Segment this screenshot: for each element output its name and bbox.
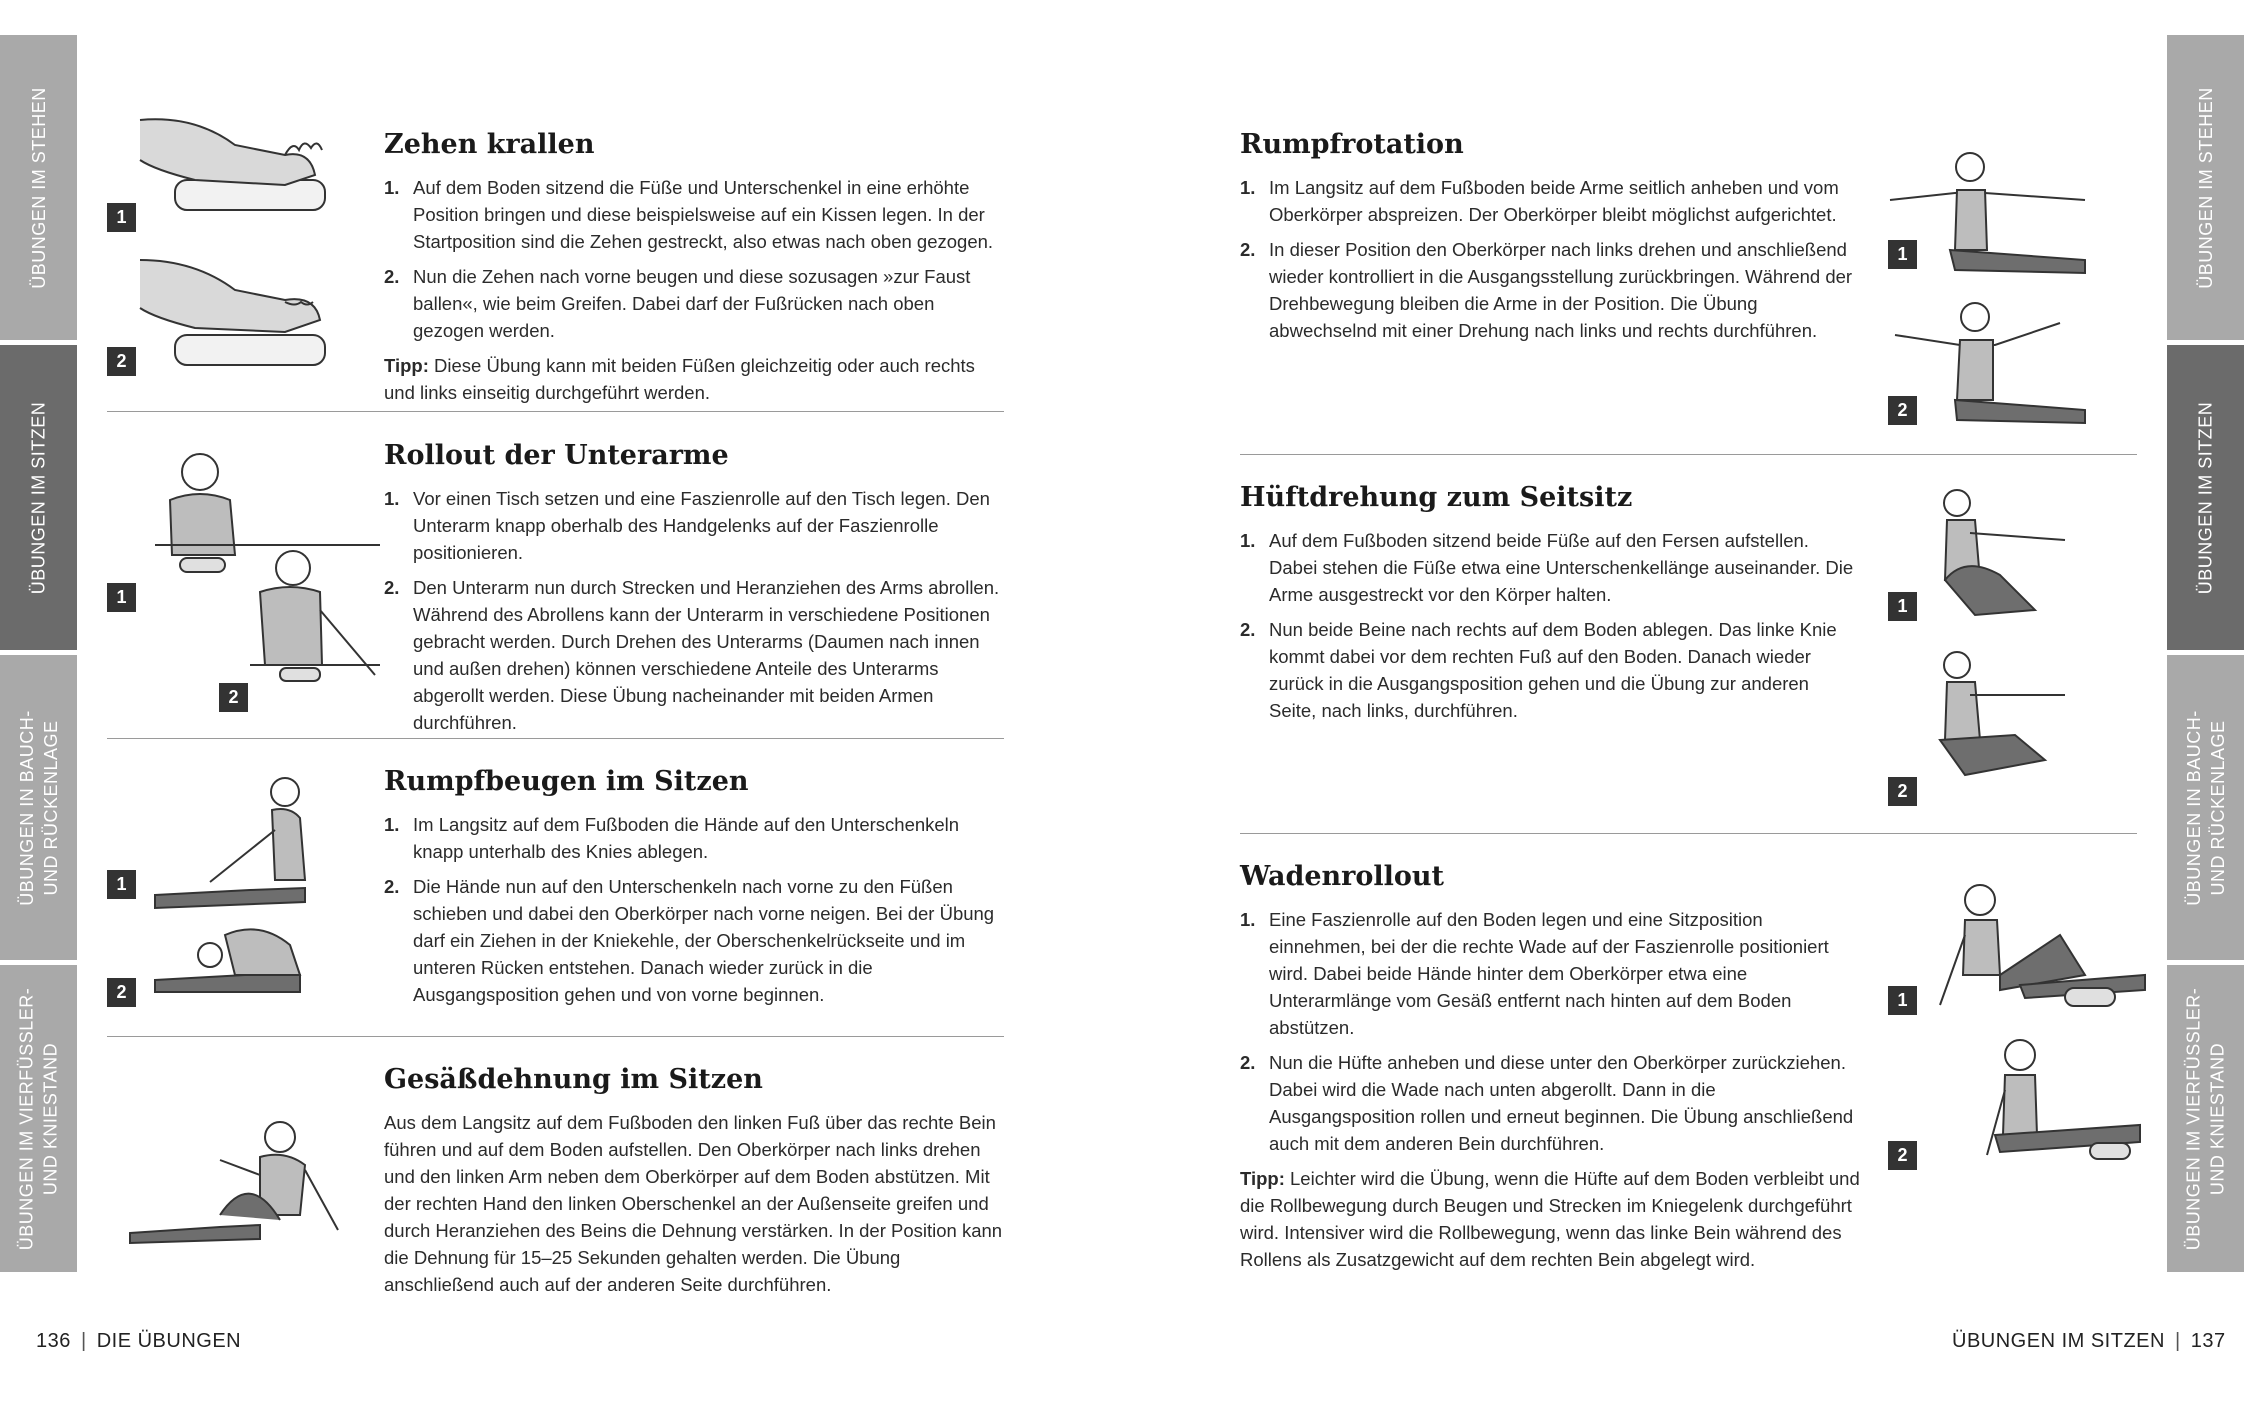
exercise-gesaessdehnung [384, 1064, 1004, 1298]
step-text: Auf dem Boden sitzend die Füße und Unterschenkel in eine erhöhte Position bringen und diese beispielsweise auf ein Kissen legen. In der Startposition sind die Zehen gestreckt, also etwas nach oben gezogen. [413, 177, 994, 252]
tab-label: ÜBUNGEN IM VIERFÜSSLER- UND KNIESTAND [2183, 987, 2228, 1250]
step-item [384, 574, 1004, 736]
step-badge-2: 2 [107, 978, 136, 1007]
step-item [384, 174, 1004, 255]
step-text: Eine Faszienrolle auf den Boden legen und eine Sitzposition einnehmen, bei der die rechte Wade auf der Faszienrolle positioniert wird. Dabei beide Hände hinter dem Oberkörper etwa eine Unterarmlänge vom Gesäß entfernt nach hinten auf dem Boden abstützen. [1269, 909, 1829, 1038]
tab-label: ÜBUNGEN IM STEHEN [28, 86, 49, 289]
footer-right [1952, 1330, 2226, 1353]
step-text: Im Langsitz auf dem Fußboden die Hände auf den Unterschenkeln knapp unterhalb des Knies ablegen. [413, 814, 960, 862]
step-badge-2: 2 [107, 347, 136, 376]
exercise-title: Rumpfbeugen im Sitzen [384, 766, 749, 797]
tab-standing-right[interactable] [2167, 35, 2244, 340]
step-badge-1: 1 [107, 583, 136, 612]
tab-label: ÜBUNGEN IM SITZEN [28, 401, 49, 594]
step-badge-2: 2 [219, 683, 248, 712]
step-list [1240, 527, 1860, 724]
tab-sitting-left[interactable] [0, 345, 77, 650]
tab-kneeling-left[interactable] [0, 965, 77, 1272]
step-number: 2. [384, 577, 400, 598]
step-list [384, 485, 1004, 736]
exercise-rollout-unterarme [384, 440, 1004, 744]
forearm-rollout-illustration [150, 440, 380, 690]
tip [384, 352, 1004, 406]
step-badge-1: 1 [1888, 592, 1917, 621]
section-title: DIE ÜBUNGEN [96, 1330, 242, 1352]
toe-curl-illustration [135, 110, 345, 390]
tab-kneeling-right[interactable] [2167, 965, 2244, 1272]
step-number: 2. [384, 266, 400, 287]
step-text: Nun die Zehen nach vorne beugen und diese sozusagen »zur Faust ballen«, wie beim Greifen. Dabei darf der Fußrücken nach oben gezogen werden. [413, 266, 971, 341]
tab-label: ÜBUNGEN IM STEHEN [2195, 86, 2216, 289]
step-badge-1: 1 [107, 870, 136, 899]
step-item [1240, 906, 1860, 1041]
tip-label: Tipp: [384, 355, 429, 376]
step-text: Nun die Hüfte anheben und diese unter den Oberkörper zurückziehen. Dabei wird die Wade nach unten abgerollt. Dann in die Ausgangsposition rollen und erneut beginnen. Die Übung anschließend auch mit dem anderen Bein durchführen. [1269, 1052, 1854, 1154]
tab-standing-left[interactable] [0, 35, 77, 340]
step-item [384, 811, 1004, 865]
page-number: 137 [2190, 1330, 2226, 1352]
step-number: 1. [384, 488, 400, 509]
tab-label: ÜBUNGEN IN BAUCH- UND RÜCKENLAGE [2183, 709, 2228, 906]
separator: | [80, 1330, 87, 1352]
tab-sitting-right[interactable] [2167, 345, 2244, 650]
step-number: 2. [1240, 239, 1256, 260]
section-title: ÜBUNGEN IM SITZEN [1952, 1330, 2165, 1352]
divider [1240, 454, 2137, 455]
tab-lying-left[interactable] [0, 655, 77, 960]
tip-text: Leichter wird die Übung, wenn die Hüfte auf dem Boden verbleibt und die Rollbewegung durch Beugen und Strecken im Kniegelenk durchgeführt wird. Intensiver wird die Rollbewegung, wenn das linke Bein während des Rollens als Zusatzgewicht auf dem rechten Bein abgelegt wird. [1240, 1168, 1860, 1270]
trunk-rotation-illustration [1885, 145, 2095, 435]
tab-label: ÜBUNGEN IM VIERFÜSSLER- UND KNIESTAND [16, 987, 61, 1250]
step-list [1240, 174, 1860, 344]
step-number: 2. [1240, 1052, 1256, 1073]
step-text: Den Unterarm nun durch Strecken und Heranziehen des Arms abrollen. Während des Abrollens kann der Unterarm in verschiedene Positionen gebracht werden. Durch Drehen des Unterarms (Daumen nach innen und außen drehen) können verschiedene Anteile des Unterarms abgerollt werden. Diese Übung nacheinander mit beiden Armen durchführen. [413, 577, 1000, 733]
exercise-body: Aus dem Langsitz auf dem Fußboden den linken Fuß über das rechte Bein führen und auf dem Boden aufstellen. Den Oberkörper nach links drehen und den linken Arm neben dem Oberkörper auf dem Boden abstützen. Mit der rechten Hand den linken Oberschenkel an der Außenseite greifen und durch Heranziehen des Beins die Dehnung verstärken. In der Position kann die Dehnung für 15–25 Sekunden gehalten werden. Die Übung anschließend auch auf der anderen Seite durchführen. [384, 1112, 1003, 1295]
calf-rollout-illustration [1925, 880, 2150, 1180]
step-number: 1. [1240, 909, 1256, 930]
step-text: Im Langsitz auf dem Fußboden beide Arme seitlich anheben und vom Oberkörper abspreizen. Der Oberkörper bleibt möglichst aufgerichtet. [1269, 177, 1839, 225]
exercise-title: Gesäßdehnung im Sitzen [384, 1064, 763, 1095]
step-item [1240, 616, 1860, 724]
glute-stretch-illustration [120, 1115, 350, 1245]
step-item [384, 485, 1004, 566]
step-item [1240, 1049, 1860, 1157]
step-badge-1: 1 [1888, 986, 1917, 1015]
divider [107, 738, 1004, 739]
tab-label: ÜBUNGEN IN BAUCH- UND RÜCKENLAGE [16, 709, 61, 906]
step-badge-2: 2 [1888, 777, 1917, 806]
step-list [384, 811, 1004, 1008]
step-number: 1. [384, 814, 400, 835]
exercise-title: Rollout der Unterarme [384, 440, 729, 471]
exercise-title: Zehen krallen [384, 129, 595, 160]
step-number: 1. [1240, 177, 1256, 198]
step-item [1240, 174, 1860, 228]
tip-label: Tipp: [1240, 1168, 1285, 1189]
exercise-rumpfrotation [1240, 129, 1860, 352]
tip [1240, 1165, 1860, 1273]
tip-text: Diese Übung kann mit beiden Füßen gleichzeitig oder auch rechts und links einseitig durchgeführt werden. [384, 355, 975, 403]
exercise-rumpfbeugen [384, 766, 1004, 1016]
step-item [384, 873, 1004, 1008]
exercise-title: Hüftdrehung zum Seitsitz [1240, 482, 1633, 513]
divider [107, 1036, 1004, 1037]
step-text: Vor einen Tisch setzen und eine Faszienrolle auf den Tisch legen. Den Unterarm knapp oberhalb des Handgelenks auf der Faszienrolle positionieren. [413, 488, 990, 563]
divider [107, 411, 1004, 412]
step-badge-2: 2 [1888, 396, 1917, 425]
trunk-flexion-illustration [150, 770, 310, 1010]
tab-lying-right[interactable] [2167, 655, 2244, 960]
step-item [384, 263, 1004, 344]
tab-label: ÜBUNGEN IM SITZEN [2195, 401, 2216, 594]
footer-left [36, 1330, 241, 1353]
step-badge-1: 1 [1888, 240, 1917, 269]
step-list [1240, 906, 1860, 1157]
exercise-wadenrollout [1240, 861, 1860, 1273]
separator: | [2175, 1330, 2181, 1352]
step-list [384, 174, 1004, 344]
step-text: Nun beide Beine nach rechts auf dem Boden ablegen. Das linke Knie kommt dabei vor dem rechten Fuß auf den Boden. Danach wieder zurück in die Ausgangsposition gehen und die Übung zur anderen Seite, nach links, durchführen. [1269, 619, 1837, 721]
page-number: 136 [36, 1330, 71, 1352]
step-text: In dieser Position den Oberkörper nach links drehen und anschließend wieder kontrolliert in die Ausgangsstellung zurückbringen. Während der Drehbewegung bleiben die Arme in der Position. Die Übung abwechselnd mit einer Drehung nach links und rechts durchführen. [1269, 239, 1853, 341]
step-number: 1. [1240, 530, 1256, 551]
step-number: 1. [384, 177, 400, 198]
exercise-title: Wadenrollout [1240, 861, 1445, 892]
step-item [1240, 236, 1860, 344]
step-text: Auf dem Fußboden sitzend beide Füße auf den Fersen aufstellen. Dabei stehen die Füße etwa eine Unterschenkellänge auseinander. Die Arme ausgestreckt vor den Körper halten. [1269, 530, 1854, 605]
exercise-title: Rumpfrotation [1240, 129, 1464, 160]
divider [1240, 833, 2137, 834]
step-badge-1: 1 [107, 203, 136, 232]
exercise-zehen-krallen [384, 129, 1004, 406]
step-item [1240, 527, 1860, 608]
step-text: Die Hände nun auf den Unterschenkeln nach vorne zu den Füßen schieben und dabei den Oberkörper nach vorne neigen. Bei der Übung darf ein Ziehen in der Kniekehle, der Oberschenkelrückseite und im unteren Rücken entstehen. Danach wieder zurück in die Ausgangsposition gehen und von vorne beginnen. [413, 876, 995, 1005]
hip-rotation-illustration [1925, 485, 2085, 805]
step-number: 2. [1240, 619, 1256, 640]
step-badge-2: 2 [1888, 1141, 1917, 1170]
step-number: 2. [384, 876, 400, 897]
exercise-hueftdrehung [1240, 482, 1860, 732]
